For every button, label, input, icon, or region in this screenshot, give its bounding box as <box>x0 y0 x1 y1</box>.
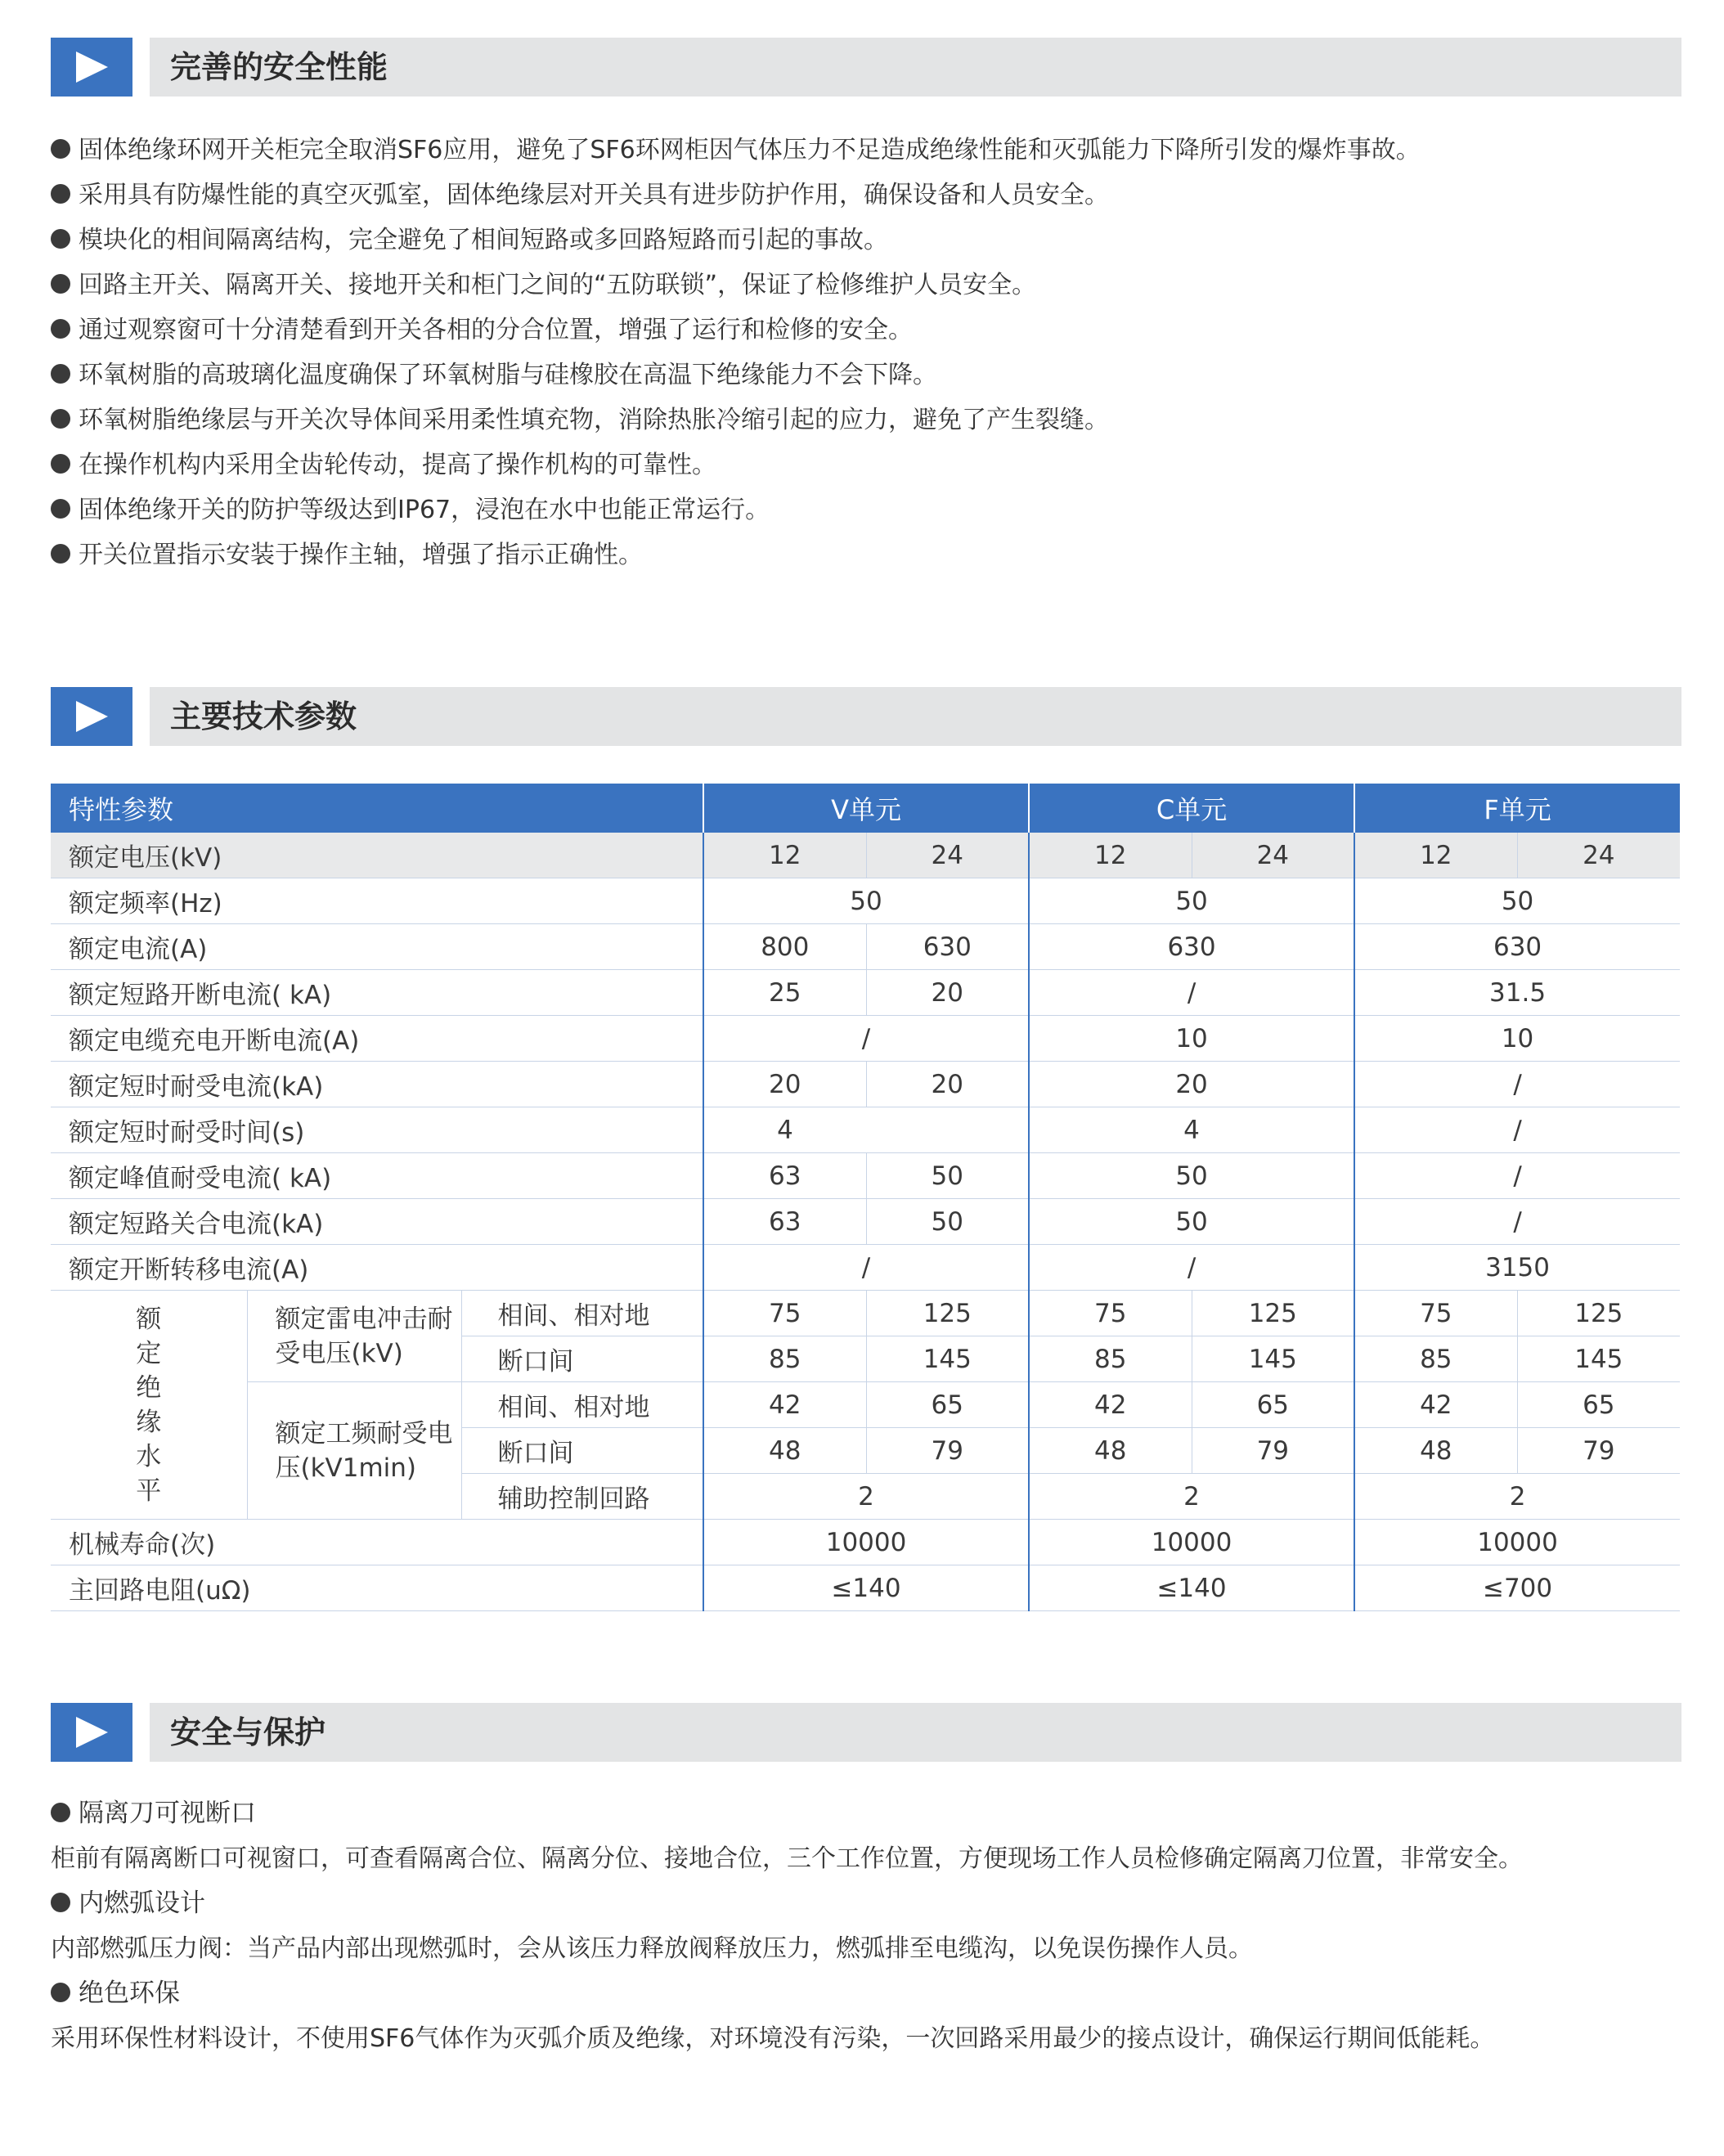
row-label: 辅助控制回路 <box>461 1474 703 1520</box>
list-item <box>51 532 1681 577</box>
cell: 10000 <box>1354 1520 1680 1565</box>
list-item-text: 通过观察窗可十分清楚看到开关各相的分合位置，增强了运行和检修的安全。 <box>79 316 913 344</box>
cell: 75 <box>1029 1291 1192 1336</box>
cell: 20 <box>703 1062 866 1107</box>
row-label: 额定电流(A) <box>69 935 208 964</box>
cell: 50 <box>1029 1199 1354 1245</box>
cell: 20 <box>866 970 1029 1016</box>
cell: 79 <box>1517 1428 1680 1474</box>
cell: 79 <box>866 1428 1029 1474</box>
cell: 65 <box>1517 1382 1680 1428</box>
list-item <box>51 128 1681 173</box>
cell: 85 <box>1354 1336 1517 1382</box>
cell: 4 <box>703 1107 866 1153</box>
cell: / <box>1029 970 1354 1016</box>
cell: 630 <box>866 924 1029 970</box>
cell: 50 <box>1029 1153 1354 1199</box>
cell: 50 <box>866 1199 1029 1245</box>
cell: 4 <box>1029 1107 1354 1153</box>
cell: 50 <box>1354 878 1680 924</box>
table-row <box>51 1291 1680 1336</box>
table-row <box>51 1199 1680 1245</box>
row-label: 断口间 <box>461 1428 703 1474</box>
cell: 85 <box>1029 1336 1192 1382</box>
play-icon <box>51 687 132 746</box>
cell: 48 <box>1029 1428 1192 1474</box>
bullet-icon <box>51 544 70 564</box>
section-title: 主要技术参数 <box>170 698 357 734</box>
cell: / <box>1354 1107 1680 1153</box>
power-frequency-label: 额定工频耐受电压(kV1min) <box>247 1382 461 1520</box>
row-label: 额定峰值耐受电流( kA) <box>69 1164 332 1193</box>
safety-list <box>51 1791 1681 2061</box>
vertical-char: 缘 <box>136 1407 162 1437</box>
header-param: 特性参数 <box>51 784 703 833</box>
cell: 12 <box>1029 833 1192 878</box>
vertical-char: 额 <box>136 1304 162 1334</box>
section-header-performance <box>51 38 1681 97</box>
cell: 50 <box>866 1153 1029 1199</box>
cell: 24 <box>1192 833 1354 878</box>
cell: 48 <box>703 1428 866 1474</box>
header-c-unit: C单元 <box>1029 784 1354 833</box>
table-row <box>51 1245 1680 1291</box>
list-item-text: 固体绝缘开关的防护等级达到IP67，浸泡在水中也能正常运行。 <box>79 496 770 524</box>
cell: / <box>1354 1062 1680 1107</box>
performance-list <box>51 128 1681 577</box>
table-row <box>51 833 1680 878</box>
row-label: 主回路电阻(uΩ) <box>69 1576 251 1606</box>
bullet-icon <box>51 364 70 384</box>
bullet-icon <box>51 274 70 294</box>
cell: 125 <box>866 1291 1029 1336</box>
cell: 20 <box>1029 1062 1354 1107</box>
list-item-text: 采用具有防爆性能的真空灭弧室，固体绝缘层对开关具有进步防护作用，确保设备和人员安全。 <box>79 181 1109 209</box>
row-label: 断口间 <box>461 1336 703 1382</box>
list-item <box>51 353 1681 398</box>
bullet-icon <box>51 319 70 339</box>
lightning-impulse-label: 额定雷电冲击耐受电压(kV) <box>247 1291 461 1382</box>
cell: 630 <box>1029 924 1354 970</box>
bullet-icon <box>51 499 70 519</box>
header-v-unit: V单元 <box>703 784 1029 833</box>
bullet-icon <box>51 409 70 429</box>
cell: 75 <box>1354 1291 1517 1336</box>
cell: 12 <box>703 833 866 878</box>
vertical-char: 绝 <box>136 1372 162 1403</box>
cell: 145 <box>866 1336 1029 1382</box>
cell: 65 <box>1192 1382 1354 1428</box>
list-item-text: 在操作机构内采用全齿轮传动，提高了操作机构的可靠性。 <box>79 451 716 479</box>
cell: ≤700 <box>1354 1565 1680 1611</box>
table-row <box>51 878 1680 924</box>
safety-heading <box>51 1791 1681 1836</box>
bullet-icon <box>51 139 70 159</box>
cell: 63 <box>703 1153 866 1199</box>
list-item <box>51 487 1681 532</box>
cell <box>866 1107 1029 1153</box>
cell: 75 <box>703 1291 866 1336</box>
safety-heading-text: 隔离刀可视断口 <box>79 1799 256 1828</box>
cell: ≤140 <box>1029 1565 1354 1611</box>
cell: 79 <box>1192 1428 1354 1474</box>
table-row <box>51 1153 1680 1199</box>
list-item <box>51 398 1681 442</box>
row-label: 额定短路开断电流( kA) <box>69 981 332 1010</box>
vertical-char: 平 <box>136 1476 162 1506</box>
cell: 145 <box>1192 1336 1354 1382</box>
cell: 800 <box>703 924 866 970</box>
cell: 50 <box>1029 878 1354 924</box>
cell: 20 <box>866 1062 1029 1107</box>
row-label: 额定电缆充电开断电流(A) <box>69 1026 360 1056</box>
cell: 65 <box>866 1382 1029 1428</box>
list-item <box>51 263 1681 308</box>
list-item <box>51 442 1681 487</box>
cell: 85 <box>703 1336 866 1382</box>
list-item-text: 环氧树脂的高玻璃化温度确保了环氧树脂与硅橡胶在高温下绝缘能力不会下降。 <box>79 361 937 389</box>
cell: 42 <box>703 1382 866 1428</box>
safety-heading <box>51 1971 1681 2016</box>
safety-heading-text: 绝色环保 <box>79 1979 180 2008</box>
cell: 2 <box>703 1474 1029 1520</box>
safety-heading <box>51 1881 1681 1926</box>
cell: 630 <box>1354 924 1680 970</box>
section-header-parameters <box>51 687 1681 746</box>
cell: 145 <box>1517 1336 1680 1382</box>
table-row <box>51 1107 1680 1153</box>
section-header-safety <box>51 1703 1681 1762</box>
row-label: 额定开断转移电流(A) <box>69 1255 309 1285</box>
table-row <box>51 1016 1680 1062</box>
safety-text: 柜前有隔离断口可视窗口，可查看隔离合位、隔离分位、接地合位，三个工作位置，方便现场工作人员检修确定隔离刀位置，非常安全。 <box>51 1844 1523 1873</box>
cell: 10000 <box>1029 1520 1354 1565</box>
table-row <box>51 970 1680 1016</box>
cell: 10 <box>1354 1016 1680 1062</box>
list-item <box>51 173 1681 218</box>
list-item-text: 模块化的相间隔离结构，完全避免了相间短路或多回路短路而引起的事故。 <box>79 226 888 254</box>
cell: / <box>1354 1199 1680 1245</box>
cell: 63 <box>703 1199 866 1245</box>
safety-text: 内部燃弧压力阀：当产品内部出现燃弧时，会从该压力释放阀释放压力，燃弧排至电缆沟，以免误伤操作人员。 <box>51 1934 1253 1963</box>
row-label: 额定电压(kV) <box>69 843 222 873</box>
list-item-text: 回路主开关、隔离开关、接地开关和柜门之间的“五防联锁”，保证了检修维护人员安全。 <box>79 271 1037 299</box>
list-item-text: 环氧树脂绝缘层与开关次导体间采用柔性填充物，消除热胀冷缩引起的应力，避免了产生裂缝。 <box>79 406 1109 434</box>
row-label: 额定短时耐受电流(kA) <box>69 1072 324 1102</box>
cell: 42 <box>1354 1382 1517 1428</box>
list-item-text: 开关位置指示安装于操作主轴，增强了指示正确性。 <box>79 541 643 569</box>
cell: 48 <box>1354 1428 1517 1474</box>
cell: 125 <box>1517 1291 1680 1336</box>
safety-heading-text: 内燃弧设计 <box>79 1889 205 1918</box>
play-icon <box>51 1703 132 1762</box>
header-f-unit: F单元 <box>1354 784 1680 833</box>
cell: 125 <box>1192 1291 1354 1336</box>
cell: 50 <box>703 878 1029 924</box>
vertical-char: 水 <box>136 1441 162 1471</box>
bullet-icon <box>51 184 70 204</box>
cell: ≤140 <box>703 1565 1029 1611</box>
row-label: 相间、相对地 <box>461 1382 703 1428</box>
cell: 2 <box>1354 1474 1680 1520</box>
cell: / <box>703 1245 1029 1291</box>
bullet-icon <box>51 454 70 474</box>
cell: 10000 <box>703 1520 1029 1565</box>
cell: / <box>1029 1245 1354 1291</box>
cell: / <box>703 1016 1029 1062</box>
cell: 31.5 <box>1354 970 1680 1016</box>
cell: 24 <box>1517 833 1680 878</box>
cell: 10 <box>1029 1016 1354 1062</box>
insulation-group-label <box>51 1291 247 1520</box>
list-item <box>51 218 1681 263</box>
row-label: 相间、相对地 <box>461 1291 703 1336</box>
section-title: 完善的安全性能 <box>170 49 388 85</box>
list-item <box>51 308 1681 353</box>
header-bar <box>150 687 1681 746</box>
table-header-row <box>51 784 1680 833</box>
cell: 2 <box>1029 1474 1354 1520</box>
header-bar <box>150 1703 1681 1762</box>
table-row <box>51 924 1680 970</box>
bullet-icon <box>51 1803 70 1822</box>
table-row <box>51 1565 1680 1611</box>
cell: 24 <box>866 833 1029 878</box>
table-row <box>51 1520 1680 1565</box>
cell: 42 <box>1029 1382 1192 1428</box>
cell: 3150 <box>1354 1245 1680 1291</box>
row-label: 额定短路关合电流(kA) <box>69 1210 324 1239</box>
cell: 12 <box>1354 833 1517 878</box>
section-title: 安全与保护 <box>170 1714 326 1750</box>
list-item-text: 固体绝缘环网开关柜完全取消SF6应用，避免了SF6环网柜因气体压力不足造成绝缘性能和灭弧能力下降所引发的爆炸事故。 <box>79 136 1421 164</box>
safety-text: 采用环保性材料设计，不使用SF6气体作为灭弧介质及绝缘，对环境没有污染，一次回路采用最少的接点设计，确保运行期间低能耗。 <box>51 2024 1495 2053</box>
cell: / <box>1354 1153 1680 1199</box>
bullet-icon <box>51 229 70 249</box>
row-label: 额定频率(Hz) <box>69 889 222 919</box>
vertical-char: 定 <box>136 1338 162 1368</box>
bullet-icon <box>51 1893 70 1912</box>
cell: 25 <box>703 970 866 1016</box>
row-label: 机械寿命(次) <box>69 1530 216 1560</box>
table-row <box>51 1382 1680 1428</box>
table-row <box>51 1062 1680 1107</box>
row-label: 额定短时耐受时间(s) <box>69 1118 305 1148</box>
spec-table <box>51 784 1680 1611</box>
bullet-icon <box>51 1983 70 2002</box>
play-icon <box>51 38 132 97</box>
